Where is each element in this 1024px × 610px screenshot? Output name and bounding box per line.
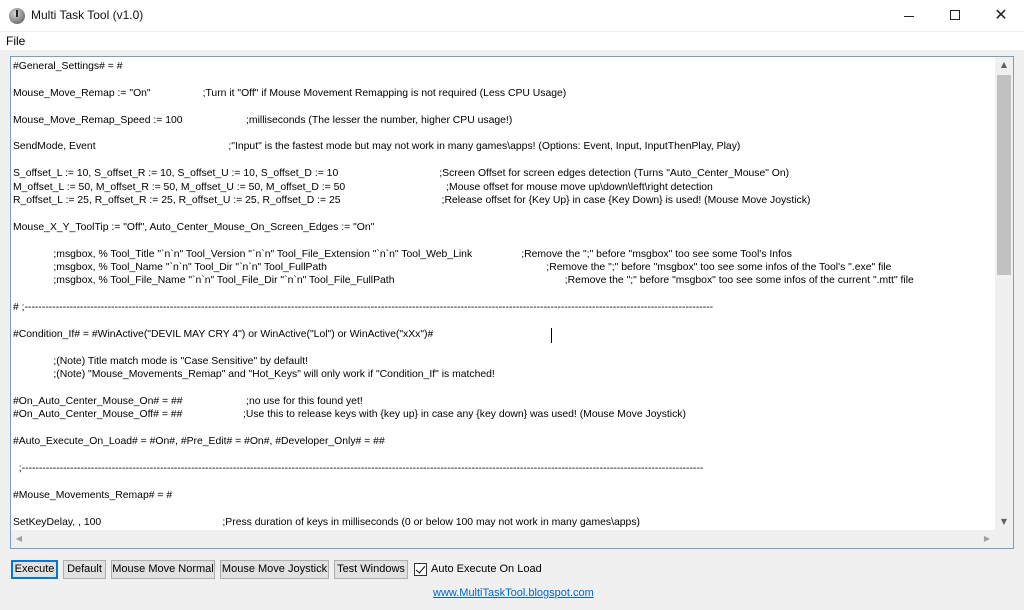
editor-line: #Condition_If# = #WinActive("DEVIL MAY CRY 4") or WinActive("Lol") or WinActive("xXx")# <box>13 329 434 340</box>
menu-bar <box>0 32 1024 50</box>
minimize-icon <box>904 16 914 17</box>
window-title: Multi Task Tool (v1.0) <box>31 8 144 22</box>
editor-line: Mouse_X_Y_ToolTip := "Off", Auto_Center_Mouse_On_Screen_Edges := "On" <box>13 221 375 233</box>
editor-line: #On_Auto_Center_Mouse_Off# = ## ;Use this to release keys with {key up} in case any {key down} was used! (Mouse Move Joystick) <box>13 409 686 421</box>
editor-line: ;msgbox, % Tool_Name "`n`n" Tool_Dir "`n`n" Tool_FullPath ;Remove the ";" before "msgbox" too see some infos of the Tool's ".exe" file <box>13 262 892 273</box>
default-button[interactable]: Default <box>63 560 106 579</box>
execute-button[interactable]: Execute <box>11 560 58 579</box>
auto-execute-label: Auto Execute On Load <box>431 563 542 575</box>
editor-text-area[interactable] <box>11 57 995 530</box>
editor-line: #On_Auto_Center_Mouse_On# = ## ;no use for this found yet! <box>13 396 363 407</box>
vertical-scroll-thumb[interactable] <box>997 75 1011 275</box>
test-windows-button[interactable]: Test Windows <box>334 560 408 579</box>
editor-line: Mouse_Move_Remap_Speed := 100 ;milliseconds (The lesser the number, higher CPU usage!) <box>13 114 513 126</box>
editor-line: ;(Note) Title match mode is "Case Sensitive" by default! <box>13 355 308 367</box>
website-link[interactable]: www.MultiTaskTool.blogspot.com <box>433 587 594 599</box>
editor-line: Mouse_Move_Remap := "On" ;Turn it "Off" if Mouse Movement Remapping is not required (Less CPU Usage) <box>13 87 567 99</box>
app-icon <box>9 8 25 24</box>
editor-line: ;msgbox, % Tool_File_Name "`n`n" Tool_File_Dir "`n`n" Tool_File_FullPath ;Remove the ";" before "msgbox" too see some infos of the current ".mtt" file <box>13 275 914 287</box>
scrollbar-corner <box>995 530 1013 548</box>
editor-line: # ;------------------------------------------------------------------------------------------------------------------------------------------------------------------------------------------------------- <box>13 302 714 314</box>
horizontal-scrollbar[interactable] <box>11 530 995 548</box>
editor-line: SendMode, Event ;"Input" is the fastest mode but may not work in many games\apps! (Options: Event, Input, InputThenPlay, Play) <box>13 141 741 153</box>
editor-line: #General_Settings# = # <box>13 61 123 72</box>
scroll-right-arrow-icon[interactable]: ▶ <box>983 534 991 543</box>
mouse-move-normal-button[interactable]: Mouse Move Normal <box>111 560 215 579</box>
script-editor[interactable] <box>10 56 1014 549</box>
title-bar[interactable] <box>0 0 1024 32</box>
vertical-scrollbar[interactable] <box>995 57 1013 530</box>
text-caret <box>551 328 552 343</box>
editor-line: #Mouse_Movements_Remap# = # <box>13 489 173 501</box>
scroll-up-arrow-icon[interactable]: ▲ <box>1000 60 1008 69</box>
editor-line: #Auto_Execute_On_Load# = #On#, #Pre_Edit# = #On#, #Developer_Only# = ## <box>13 436 385 448</box>
editor-line: ;msgbox, % Tool_Title "`n`n" Tool_Version "`n`n" Tool_File_Extension "`n`n" Tool_Web_Link ;Remove the ";" before "msgbox" too see some Tool's Infos <box>13 248 792 260</box>
checkbox-checked-icon[interactable] <box>414 563 427 576</box>
maximize-button[interactable] <box>932 0 978 32</box>
editor-line: ;----------------------------------------------------------------------------------------------------------------------------------------------------------------------------------------------------- <box>13 463 704 474</box>
mouse-move-joystick-button[interactable]: Mouse Move Joystick <box>220 560 329 579</box>
minimize-button[interactable] <box>886 0 932 32</box>
scroll-down-arrow-icon[interactable]: ▼ <box>1000 517 1008 526</box>
editor-line: SetKeyDelay, , 100 ;Press duration of keys in milliseconds (0 or below 100 may not work in many games\apps) <box>13 516 640 528</box>
editor-line: S_offset_L := 10, S_offset_R := 10, S_offset_U := 10, S_offset_D := 10 ;Screen Offset for screen edges detection (Turns "Auto_Center_Mouse" On) <box>13 168 790 180</box>
scroll-left-arrow-icon[interactable]: ◀ <box>15 534 23 543</box>
editor-line: M_offset_L := 50, M_offset_R := 50, M_offset_U := 50, M_offset_D := 50 ;Mouse offset for mouse move up\down\left\right detection <box>13 181 713 193</box>
close-icon: ✕ <box>994 5 1008 24</box>
editor-line: R_offset_L := 25, R_offset_R := 25, R_offset_U := 25, R_offset_D := 25 ;Release offset for {Key Up} in case {Key Down} is used! (Mouse Move Joystick) <box>13 195 811 206</box>
editor-line: ;(Note) "Mouse_Movements_Remap" and "Hot_Keys" will only work if "Condition_If" is matched! <box>13 369 495 381</box>
close-button[interactable] <box>978 0 1024 32</box>
maximize-icon <box>950 10 960 20</box>
menu-file[interactable]: File <box>6 34 26 48</box>
